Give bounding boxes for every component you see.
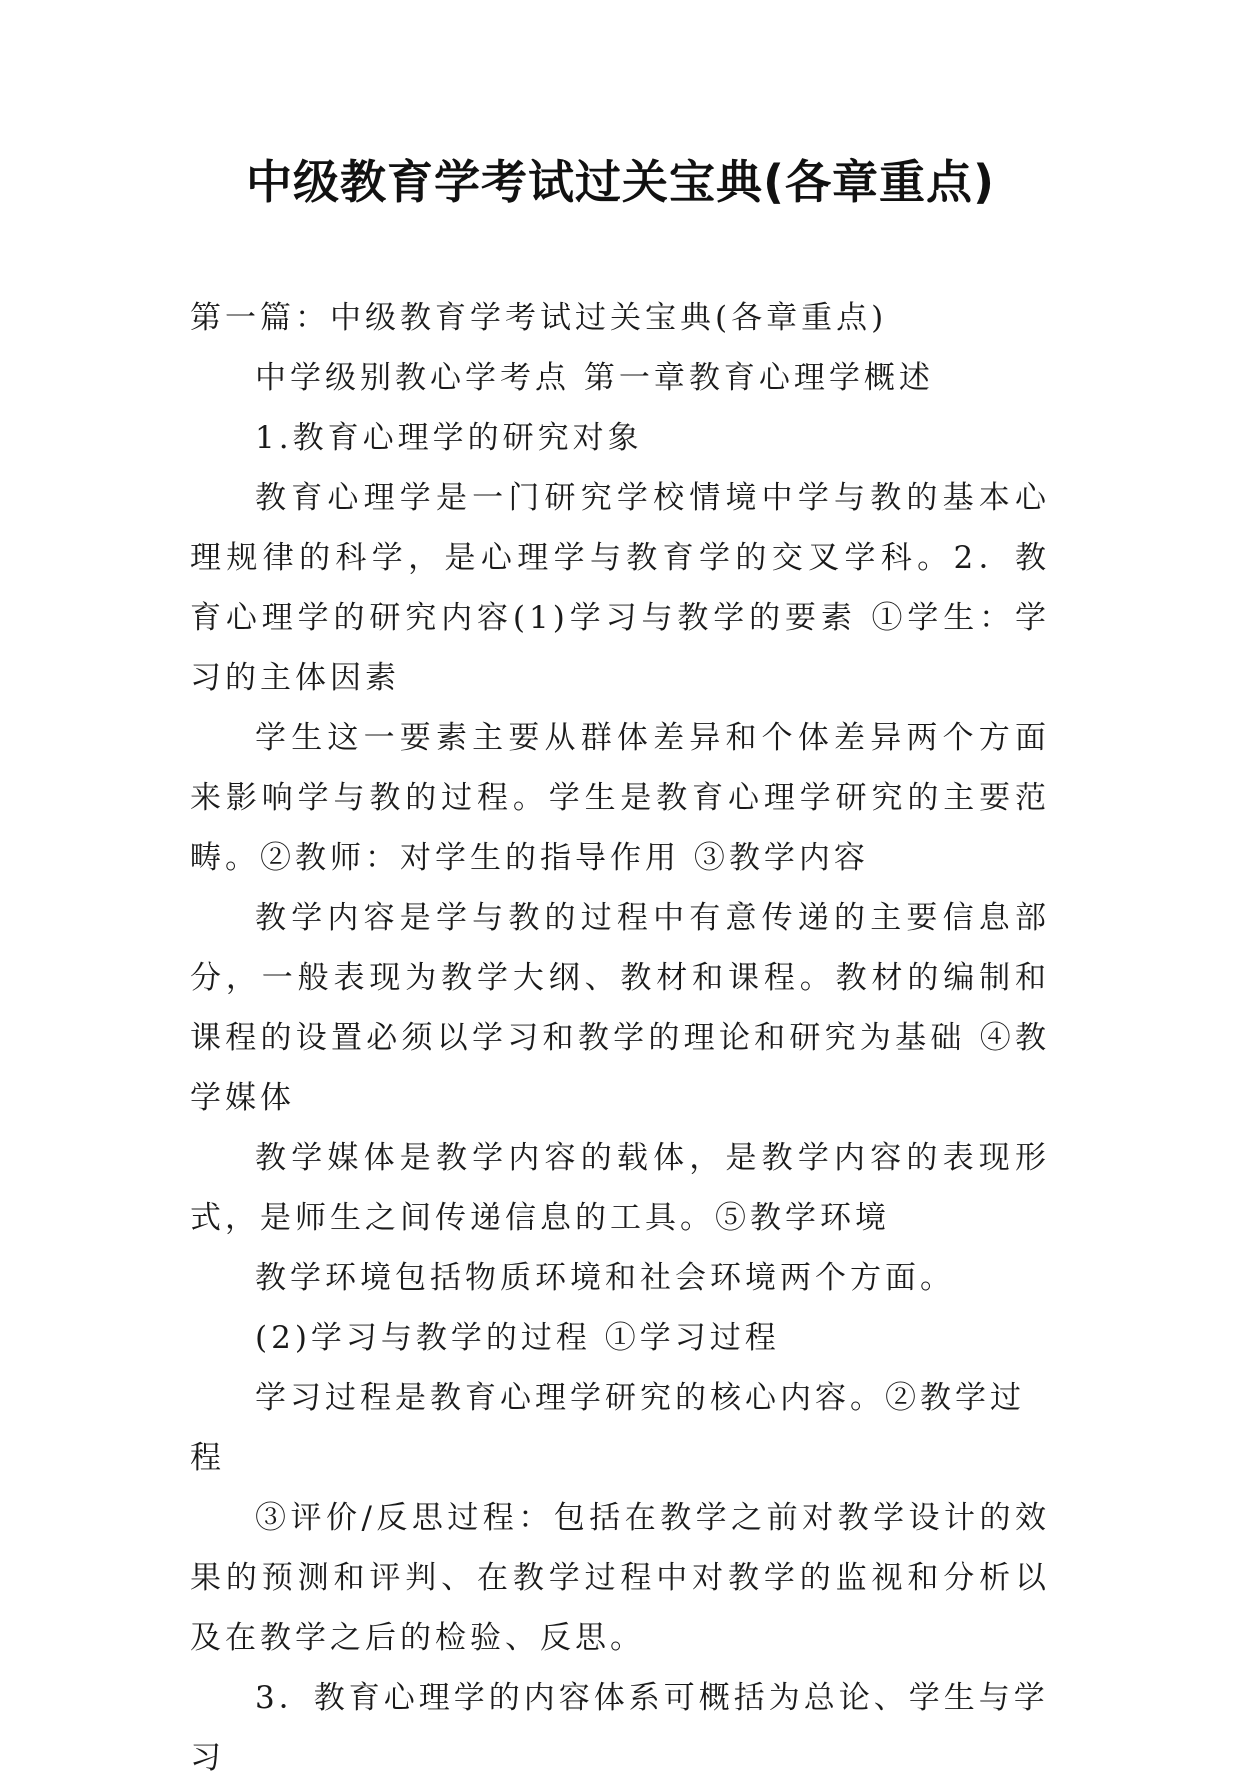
paragraph-learning-process: 学习过程是教育心理学研究的核心内容。②教学过程 [190, 1380, 1025, 1476]
paragraph-environment: 教学环境包括物质环境和社会环境两个方面。 [255, 1260, 955, 1296]
paragraph-definition: 教育心理学是一门研究学校情境中学与教的基本心理规律的科学，是心理学与教育学的交叉学科。2．教育心理学的研究内容(1)学习与教学的要素 ①学生：学习的主体因素 [190, 480, 1050, 696]
paragraph-part-heading: 第一篇：中级教育学考试过关宝典(各章重点) [190, 300, 888, 336]
paragraph-student: 学生这一要素主要从群体差异和个体差异两个方面来影响学与教的过程。学生是教育心理学研究的主要范畴。②教师：对学生的指导作用 ③教学内容 [190, 720, 1050, 876]
paragraph-media: 教学媒体是教学内容的载体，是教学内容的表现形式，是师生之间传递信息的工具。⑤教学环境 [190, 1140, 1050, 1236]
paragraph-section-1: 1.教育心理学的研究对象 [255, 420, 643, 456]
document-body [190, 288, 1050, 1788]
paragraph-content: 教学内容是学与教的过程中有意传递的主要信息部分，一般表现为教学大纲、教材和课程。教材的编制和课程的设置必须以学习和教学的理论和研究为基础 ④教学媒体 [190, 900, 1050, 1116]
document-title: 中级教育学考试过关宝典(各章重点) [245, 155, 996, 209]
paragraph-evaluation: ③评价/反思过程：包括在教学之前对教学设计的效果的预测和评判、在教学过程中对教学的监视和分析以及在教学之后的检验、反思。 [190, 1500, 1050, 1656]
paragraph-process-heading: (2)学习与教学的过程 ①学习过程 [255, 1320, 780, 1356]
paragraph-section-3: 3．教育心理学的内容体系可概括为总论、学生与学习 [190, 1680, 1049, 1776]
paragraph-chapter-heading: 中学级别教心学考点 第一章教育心理学概述 [255, 360, 934, 396]
